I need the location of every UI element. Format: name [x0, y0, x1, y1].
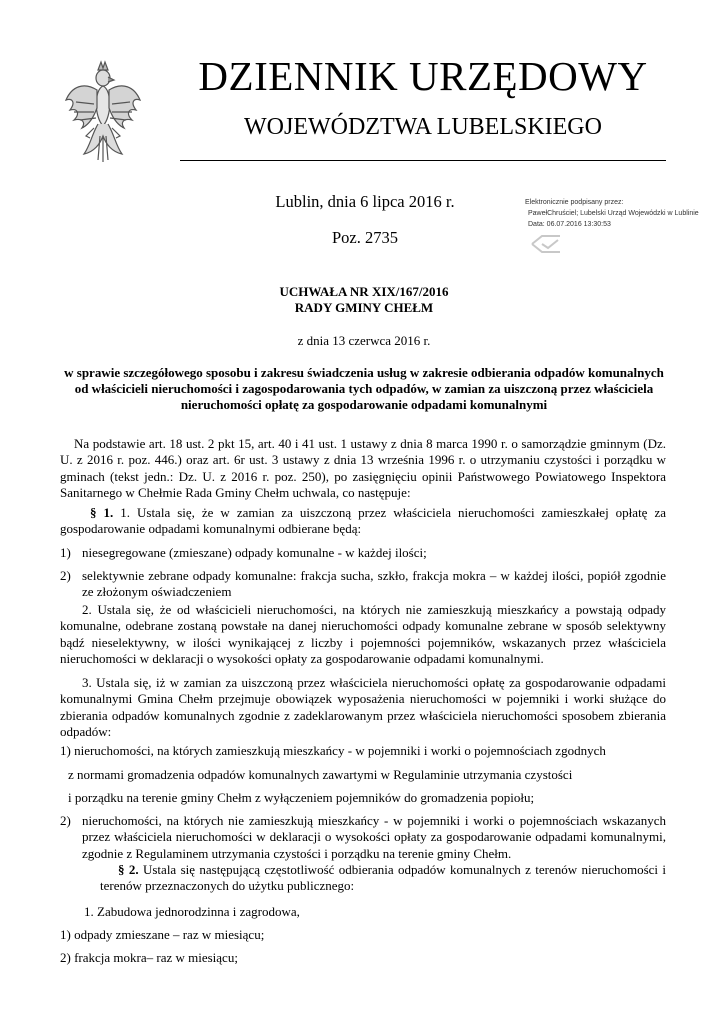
- section-1-paragraph-2: 2. Ustala się, że od właścicieli nieruchomości, na których nie zamieszkują mieszkańcy a powstają odpady komunalne, odebrane zostaną powstałe na danej nieruchomości odpady komunalne zebrane w sposób selektywny bądź nieselektywny, w ilości wynikającej z liczby i pojemności pojemników, wskazanych przez właściciela nieruchomości w deklaracji o wysokości opłaty za gospodarowanie odpadami komunalnymi.: [60, 602, 666, 666]
- list-item-number: 2): [60, 813, 71, 828]
- list-item-text: nieruchomości, na których nie zamieszkują mieszkańcy - w pojemniki i worki o pojemnościach wskazanych przez właściciela nieruchomości w deklaracji o wysokości opłaty za gospodarowanie odpadami komunalnymi, zgodnie z Regulaminem utrzymania czystości i porządku na terenie gminy Chełm.: [82, 813, 666, 861]
- section-2-mark: § 2.: [118, 862, 139, 877]
- section-1-item-1-line-1: 1) nieruchomości, na których zamieszkują mieszkańcy - w pojemniki i worki o pojemnościach zgodnych: [60, 743, 606, 758]
- header-divider: [180, 160, 666, 161]
- section-2-heading-1: 1. Zabudowa jednorodzinna i zagrodowa,: [84, 904, 300, 919]
- list-item: [60, 568, 666, 601]
- polish-eagle-emblem-icon: [64, 56, 142, 166]
- signature-check-icon: [528, 233, 564, 255]
- section-1-paragraph-1: [60, 505, 666, 538]
- section-2-item-2: 2) frakcja mokra– raz w miesiącu;: [60, 950, 238, 965]
- journal-subtitle: WOJEWÓDZTWA LUBELSKIEGO: [244, 114, 602, 140]
- resolution-number: UCHWAŁA NR XIX/167/2016: [279, 284, 449, 299]
- signature-date: Data: 06.07.2016 13:30:53: [528, 221, 611, 228]
- signature-signer: PawełChruściel; Lubelski Urząd Wojewódzki w Lublinie: [528, 210, 699, 217]
- publication-date: Lublin, dnia 6 lipca 2016 r.: [275, 192, 455, 211]
- section-2-text: Ustala się następującą częstotliwość odbierania odpadów komunalnych z terenów nieruchomości i terenów przeznaczonych do użytku publicznego:: [100, 862, 667, 894]
- resolution-date: z dnia 13 czerwca 2016 r.: [297, 333, 431, 348]
- section-1-paragraph-3: 3. Ustala się, iż w zamian za uiszczoną przez właściciela nieruchomości opłatę za gospodarowanie odpadami komunalnymi Gmina Chełm przejmuje obowiązek wyposażenia nieruchomości w pojemniki i worki służące do zbierania odpadów komunalnych zgodnie z zadeklarowanym przez właściciela nieruchomości sposobem zbierania odpadów:: [60, 675, 666, 739]
- list-item: [60, 813, 666, 862]
- resolution-subject: w sprawie szczegółowego sposobu i zakresu świadczenia usług w zakresie odbierania odpadów komunalnych od właścicieli nieruchomości i zagospodarowania tych odpadów, w zamian za uiszczoną przez właściciela nieruchomości opłatę za gospodarowanie odpadami komunalnymi: [64, 365, 664, 412]
- section-1-paragraph-1-text: 1. Ustala się, że w zamian za uiszczoną przez właściciela nieruchomości zamieszkałej opłatę za gospodarowanie odpadami komunalnymi odbierane będą:: [60, 505, 666, 537]
- section-2-paragraph: [100, 862, 666, 895]
- list-item-number: 2): [60, 568, 71, 583]
- signature-label: Elektronicznie podpisany przez:: [525, 199, 624, 206]
- section-1-item-1-line-2: z normami gromadzenia odpadów komunalnych zawartymi w Regulaminie utrzymania czystości: [68, 767, 573, 782]
- electronic-signature-block: [525, 197, 699, 230]
- resolution-body: RADY GMINY CHEŁM: [294, 300, 434, 315]
- section-1-mark: § 1.: [90, 505, 114, 520]
- journal-title: DZIENNIK URZĘDOWY: [198, 53, 648, 99]
- list-item: [60, 545, 666, 561]
- list-item-text: niesegregowane (zmieszane) odpady komunalne - w każdej ilości;: [82, 545, 427, 560]
- section-1-item-1-line-3: i porządku na terenie gminy Chełm z wyłączeniem pojemników do gromadzenia popiołu;: [68, 790, 535, 805]
- list-item-text: selektywnie zebrane odpady komunalne: frakcja sucha, szkło, frakcja mokra – w każdej ilości, popiół zgodnie ze złożonym oświadczeniem: [82, 568, 666, 600]
- position-number: Poz. 2735: [332, 228, 398, 247]
- section-2-item-1: 1) odpady zmieszane – raz w miesiącu;: [60, 927, 265, 942]
- list-item-number: 1): [60, 545, 71, 560]
- preamble-paragraph: Na podstawie art. 18 ust. 2 pkt 15, art. 40 i 41 ust. 1 ustawy z dnia 8 marca 1990 r. o samorządzie gminnym (Dz. U. z 2016 r. poz. 446.) oraz art. 6r ust. 3 ustawy z dnia 13 września 1996 r. o utrzymaniu czystości i porządku w gminach (tekst jedn.: Dz. U. z 2016 r. poz. 250), po zasięgnięciu opinii Państwowego Powiatowego Inspektora Sanitarnego w Chełmie Rada Gminy Chełm uchwala, co następuje:: [60, 436, 666, 500]
